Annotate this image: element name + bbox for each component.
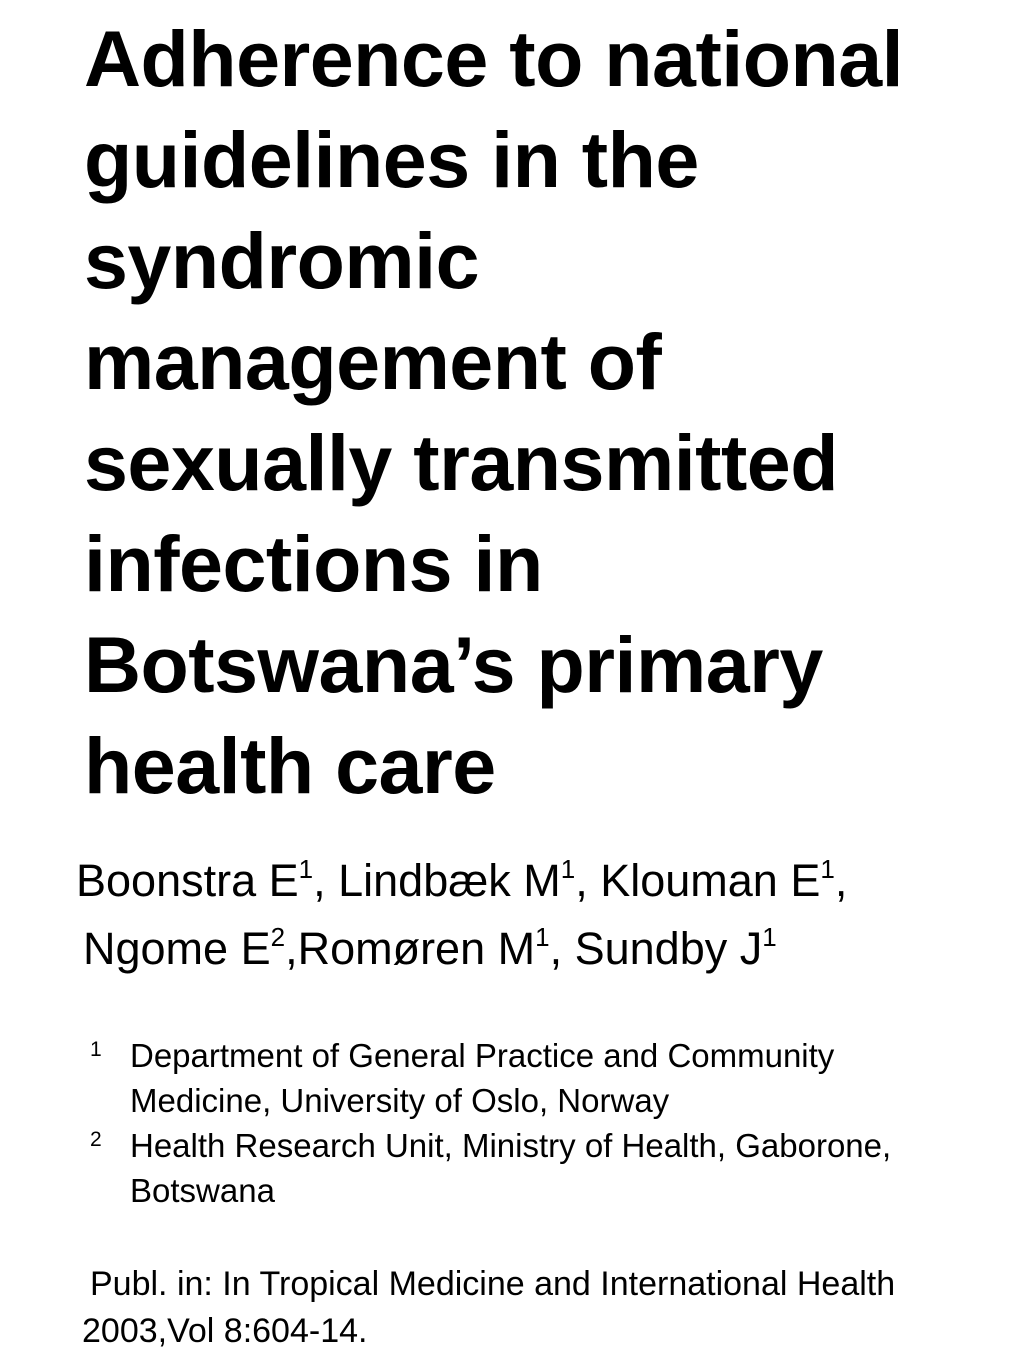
author-separator: ,	[285, 923, 298, 974]
title-line: infections in	[84, 519, 543, 608]
author-name: Sundby J	[574, 923, 763, 974]
affiliation-list	[90, 1033, 1010, 1213]
affiliation-superscript: 1	[762, 922, 777, 952]
title-line: sexually transmitted	[84, 418, 838, 507]
affiliation-item	[90, 1123, 1010, 1213]
title-line: guidelines in the	[84, 115, 699, 204]
affiliation-superscript: 1	[560, 854, 576, 884]
paper-title	[84, 8, 1004, 816]
affiliation-superscript: 1	[298, 854, 314, 884]
author-line-1	[76, 850, 1016, 918]
author-name: Romøren M	[297, 923, 536, 974]
author-separator: ,	[575, 855, 601, 906]
publication-info	[82, 1261, 1012, 1355]
affiliation-text: Botswana	[130, 1172, 275, 1209]
affiliation-superscript: 2	[270, 922, 286, 952]
title-line: Botswana’s primary	[84, 620, 823, 709]
author-name: Boonstra E	[76, 855, 299, 906]
affiliation-text: Medicine, University of Oslo, Norway	[130, 1082, 670, 1119]
title-line: health care	[84, 721, 496, 810]
affiliation-superscript: 1	[820, 854, 835, 884]
affiliation-marker: 2	[90, 1128, 102, 1151]
title-line: Adherence to national	[84, 14, 904, 103]
affiliation-marker: 1	[90, 1038, 102, 1061]
affiliation-superscript: 1	[535, 922, 550, 952]
publication-journal: Publ. in: In Tropical Medicine and International Health	[90, 1265, 896, 1303]
author-separator: ,	[549, 923, 575, 974]
author-separator: ,	[834, 855, 848, 906]
affiliation-text: Department of General Practice and Community	[130, 1037, 835, 1074]
author-name: Klouman E	[600, 855, 821, 906]
affiliation-text: Health Research Unit, Ministry of Health, Gaborone,	[130, 1127, 892, 1164]
title-line: syndromic	[84, 216, 480, 305]
publication-volume: 2003,Vol 8:604-14.	[82, 1312, 368, 1350]
author-line-2	[76, 918, 1016, 986]
author-list	[76, 850, 1016, 986]
title-line: management of	[84, 317, 662, 406]
affiliation-item	[90, 1033, 1010, 1123]
author-name: Lindbæk M	[338, 855, 561, 906]
author-separator: ,	[313, 855, 339, 906]
author-name: Ngome E	[83, 923, 271, 974]
